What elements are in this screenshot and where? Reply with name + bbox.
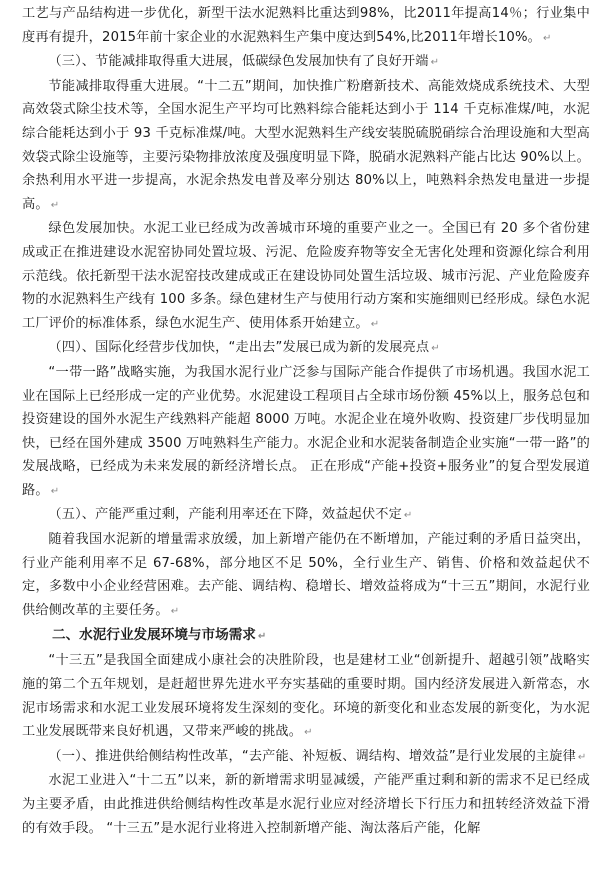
subheading-overcapacity: （五）、产能严重过剩，产能利用率还在下降，效益起伏不定 ↵: [48, 507, 413, 523]
paragraph-mark-icon: ↵: [170, 605, 180, 617]
section-heading-environment: 二、水泥行业发展环境与市场需求 ↵: [52, 627, 267, 644]
paragraph-mark-icon: ↵: [370, 318, 380, 330]
paragraph-mark-icon: ↵: [430, 57, 440, 69]
paragraph-overcapacity: 随着我国水泥新的增量需求放缓，加上新增产能仍在不断增加，产能过剩的矛盾日益突出，行业产能利用率不足 67-68%，部分地区不足 50%，全行业生产、销售、价格和效益起伏不定，多数中小企业经营困难。去产能、调结构、稳增长、增效益将成为“十三五”期间，水泥行业供给侧改革的主要任务。 ↵: [22, 532, 590, 618]
paragraph-mark-icon: ↵: [50, 199, 60, 211]
paragraph-green-development: 绿色发展加快。水泥工业已经成为改善城市环境的重要产业之一。全国已有 20 多个省份建成或正在推进建设水泥窑协同处置垃圾、污泥、危险废弃物等安全无害化处理和资源化综合利用示范线。依托新型干法水泥窑技改建成或正在建设协同处置生活垃圾、城市污泥、产业危险废弃物的水泥熟料生产线有 100 多条。绿色建材生产与使用行动方案和实施细则已经形成。绿色水泥工厂评价的标准体系，绿色水泥生产、使用体系开始建立。 ↵: [22, 221, 590, 331]
subheading-energy-saving: （三）、节能减排取得重大进展，低碳绿色发展加快有了良好开端 ↵: [48, 54, 440, 70]
subheading-supply-side-reform: （一）、推进供给侧结构性改革，“去产能、补短板、调结构、增效益”是行业发展的主旋律 ↵: [48, 748, 587, 764]
paragraph-energy-saving: 节能减排取得重大进展。“十二五”期间，加快推广粉磨新技术、高能效烧成系统技术、大型高效袋式除尘技术等，全国水泥生产平均可比熟料综合能耗达到小于 114 千克标准煤/吨，水泥综合能耗达到小于 93 千克标准煤/吨。大型水泥熟料生产线安装脱硫脱硝综合治理设施和大型高效袋式除尘设施等，主要污染物排放浓度及强度明显下降，脱硝水泥熟料产能占比达 90%以上。余热利用水平进一步提高，水泥余热发电普及率分别达 80%以上，吨熟料余热发电量进一步提高。 ↵: [22, 78, 590, 212]
paragraph-mark-icon: ↵: [542, 32, 552, 44]
paragraph-13th-five-year: “十三五”是我国全面建成小康社会的决胜阶段，也是建材工业“创新提升、超越引领”战略实施的第二个五年规划，是赶超世界先进水平夯实基础的重要时期。国内经济发展进入新常态，水泥市场需求和水泥工业发展环境将发生深刻的变化。环境的新变化和业态发展的新变化，为水泥工业发展既带来良好机遇，又带来严峻的挑战。 ↵: [22, 653, 590, 740]
paragraph-mark-icon: ↵: [257, 631, 267, 643]
paragraph-supply-side-reform: 水泥工业进入“十二五”以来，新的新增需求明显减缓，产能严重过剩和新的需求不足已经成为主要矛盾，由此推进供给侧结构性改革是水泥行业应对经济增长下行压力和扭转经济效益下滑的有效手段。 “十三五”是水泥行业将进入控制新增产能、淘汰落后产能，化解: [22, 773, 590, 836]
paragraph-mark-icon: ↵: [577, 751, 587, 763]
subheading-internationalization: （四）、国际化经营步伐加快，“走出去”发展已成为新的发展亮点 ↵: [48, 340, 440, 356]
paragraph-structure-optimization: 工艺与产品结构进一步优化，新型干法水泥熟料比重达到98%，比2011年提高14％；行业集中度再有提升，2015年前十家企业的水泥熟料生产集中度达到54%,比2011年增长10%。 ↵: [22, 6, 590, 45]
paragraph-mark-icon: ↵: [50, 485, 60, 497]
paragraph-mark-icon: ↵: [403, 510, 413, 522]
paragraph-mark-icon: ↵: [431, 343, 440, 355]
paragraph-mark-icon: ↵: [304, 727, 313, 739]
paragraph-belt-and-road: “一带一路”战略实施，为我国水泥行业广泛参与国际产能合作提供了市场机遇。我国水泥工业在国际上已经形成一定的产业优势。水泥建设工程项目占全球市场份额 45%以上，服务总包和投资建设的国外水泥生产线熟料产能超 8000 万吨。水泥企业在境外收购、投资建厂步伐明显加快，已经在国外建成 3500 万吨熟料生产能力。水泥企业和水泥装备制造企业实施“一带一路”的发展战略，已经成为未来发展的新经济增长点。 正在形成“产能+投资+服务业”的复合型发展道路。 ↵: [22, 364, 590, 498]
